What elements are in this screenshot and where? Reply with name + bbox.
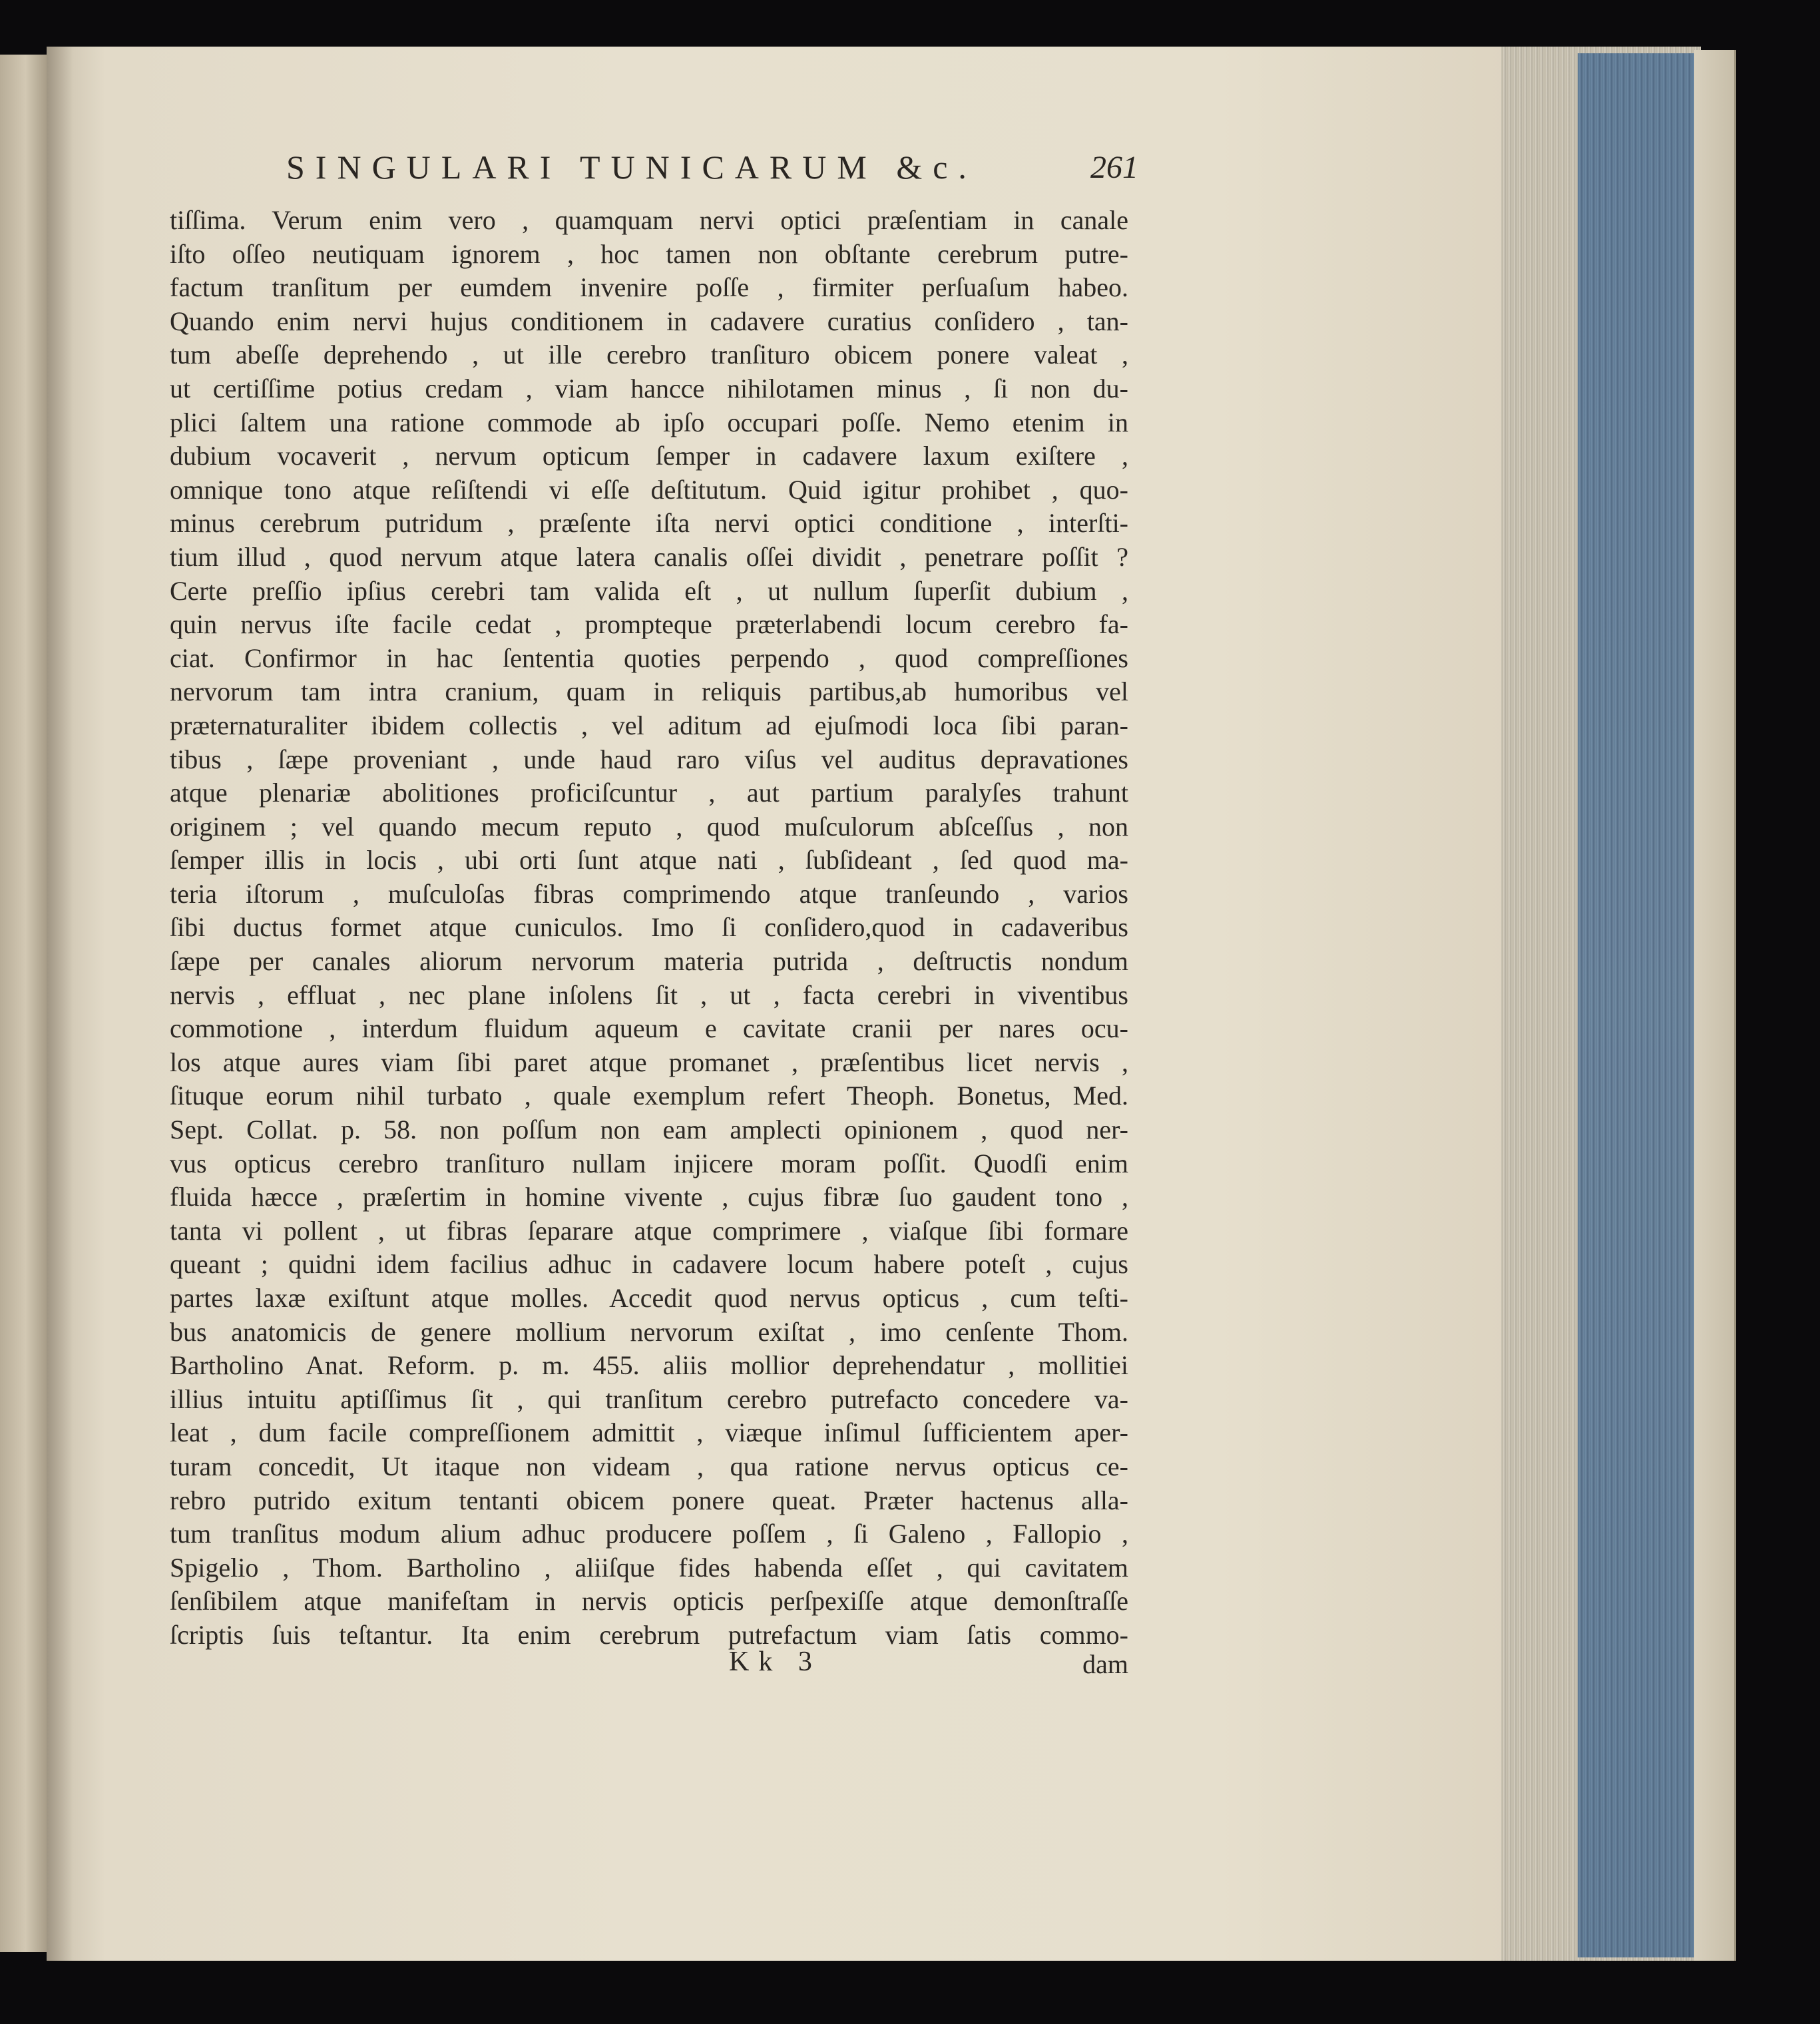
text-line: partes laxæ exiſtunt atque molles. Accedit quod nervus opticus , cum teſti- <box>170 1283 1128 1313</box>
page-number: 261 <box>1090 150 1138 185</box>
text-line: ſemper illis in locis , ubi orti ſunt atque nati , ſubſideant , ſed quod ma- <box>170 845 1128 876</box>
text-line: leat , dum facile compreſſionem admittit , viæque inſimul ſufficientem aper- <box>170 1417 1128 1448</box>
text-line: rebro putrido exitum tentanti obicem ponere queat. Præter hactenus alla- <box>170 1485 1128 1515</box>
text-line: ſibi ductus formet atque cuniculos. Imo ſi conſidero,quod in cadaveribus <box>170 912 1128 943</box>
text-line: Certe preſſio ipſius cerebri tam valida eſt , ut nullum ſuperſit dubium , <box>170 575 1128 606</box>
text-line: los atque aures viam ſibi paret atque promanet , præſentibus licet nervis , <box>170 1047 1128 1077</box>
text-line: nervorum tam intra cranium, quam in reliquis partibus,ab humoribus vel <box>170 676 1128 707</box>
signature-mark: Kk 3 <box>729 1646 821 1677</box>
text-line: ſenſibilem atque manifeſtam in nervis opticis perſpexiſſe atque demonſtraſſe <box>170 1586 1128 1617</box>
text-line: ciat. Confirmor in hac ſententia quoties perpendo , quod compreſſiones <box>170 642 1128 673</box>
running-head: SINGULARI TUNICARUM &c. <box>286 148 977 186</box>
body-text <box>170 204 1128 1652</box>
text-line: nervis , effluat , nec plane inſolens ſit , ut , facta cerebri in viventibus <box>170 979 1128 1010</box>
catchword: dam <box>1082 1649 1128 1679</box>
text-line: commotione , interdum fluidum aqueum e cavitate cranii per nares ocu- <box>170 1013 1128 1044</box>
text-line: Bartholino Anat. Reform. p. m. 455. aliis mollior deprehendatur , mollitiei <box>170 1350 1128 1381</box>
text-line: ſæpe per canales aliorum nervorum materia putrida , deſtructis nondum <box>170 946 1128 977</box>
page-header <box>286 148 1138 194</box>
facing-page-edge <box>0 55 47 1952</box>
text-line: quin nervus iſte facile cedat , prompteque præterlabendi locum cerebro fa- <box>170 609 1128 640</box>
gutter-shadow <box>47 47 73 1961</box>
text-line: dubium vocaverit , nervum opticum ſemper in cadavere laxum exiſtere , <box>170 441 1128 471</box>
text-line: tum abeſſe deprehendo , ut ille cerebro tranſituro obicem ponere valeat , <box>170 340 1128 370</box>
text-line: iſto oſſeo neutiquam ignorem , hoc tamen non obſtante cerebrum putre- <box>170 238 1128 269</box>
text-line: atque plenariæ abolitiones proficiſcuntur , aut partium paralyſes trahunt <box>170 778 1128 808</box>
text-line: originem ; vel quando mecum reputo , quod muſculorum abſceſſus , non <box>170 811 1128 842</box>
text-line: Spigelio , Thom. Bartholino , aliiſque fides habenda eſſet , qui cavitatem <box>170 1552 1128 1583</box>
text-line: tium illud , quod nervum atque latera canalis oſſei dividit , penetrare poſſit ? <box>170 541 1128 572</box>
text-line: Sept. Collat. p. 58. non poſſum non eam amplecti opinionem , quod ner- <box>170 1115 1128 1145</box>
text-line: tum tranſitus modum alium adhuc producere poſſem , ſi Galeno , Fallopio , <box>170 1519 1128 1549</box>
text-line: fluida hæcce , præſertim in homine vivente , cujus fibræ ſuo gaudent tono , <box>170 1182 1128 1212</box>
text-line: vus opticus cerebro tranſituro nullam injicere moram poſſit. Quodſi enim <box>170 1148 1128 1178</box>
text-line: ſcriptis ſuis teſtantur. Ita enim cerebrum putrefactum viam ſatis commo- <box>170 1619 1128 1650</box>
text-line: minus cerebrum putridum , præſente iſta nervi optici conditione , interſti- <box>170 508 1128 539</box>
text-line: illius intuitu aptiſſimus ſit , qui tranſitum cerebro putrefacto concedere va- <box>170 1384 1128 1414</box>
text-line: præternaturaliter ibidem collectis , vel aditum ad ejuſmodi loca ſibi paran- <box>170 710 1128 740</box>
text-line: tibus , ſæpe proveniant , unde haud raro viſus vel auditus depravationes <box>170 744 1128 774</box>
text-line: Quando enim nervi hujus conditionem in cadavere curatius conſidero , tan- <box>170 306 1128 336</box>
text-line: queant ; quidni idem facilius adhuc in cadavere locum habere poteſt , cujus <box>170 1249 1128 1280</box>
text-line: omnique tono atque reſiſtendi vi eſſe deſtitutum. Quid igitur prohibet , quo- <box>170 474 1128 505</box>
text-line: ſituque eorum nihil turbato , quale exemplum refert Theoph. Bonetus, Med. <box>170 1081 1128 1111</box>
text-line: factum tranſitum per eumdem invenire poſſe , firmiter perſuaſum habeo. <box>170 272 1128 303</box>
page-footer <box>170 1646 1128 1686</box>
text-line: turam concedit, Ut itaque non videam , qua ratione nervus opticus ce- <box>170 1451 1128 1481</box>
text-line: tiſſima. Verum enim vero , quamquam nervi optici præſentiam in canale <box>170 205 1128 235</box>
text-line: bus anatomicis de genere mollium nervorum exiſtat , imo cenſente Thom. <box>170 1316 1128 1347</box>
text-line: tanta vi pollent , ut fibras ſeparare atque comprimere , viaſque ſibi formare <box>170 1215 1128 1246</box>
sprinkled-edge <box>1578 53 1694 1957</box>
text-line: plici ſaltem una ratione commode ab ipſo occupari poſſe. Nemo etenim in <box>170 407 1128 437</box>
book-cover-board <box>1694 50 1736 1961</box>
text-line: teria iſtorum , muſculoſas fibras comprimendo atque tranſeundo , varios <box>170 878 1128 909</box>
text-line: ut certiſſime potius credam , viam hancce nihilotamen minus , ſi non du- <box>170 373 1128 403</box>
